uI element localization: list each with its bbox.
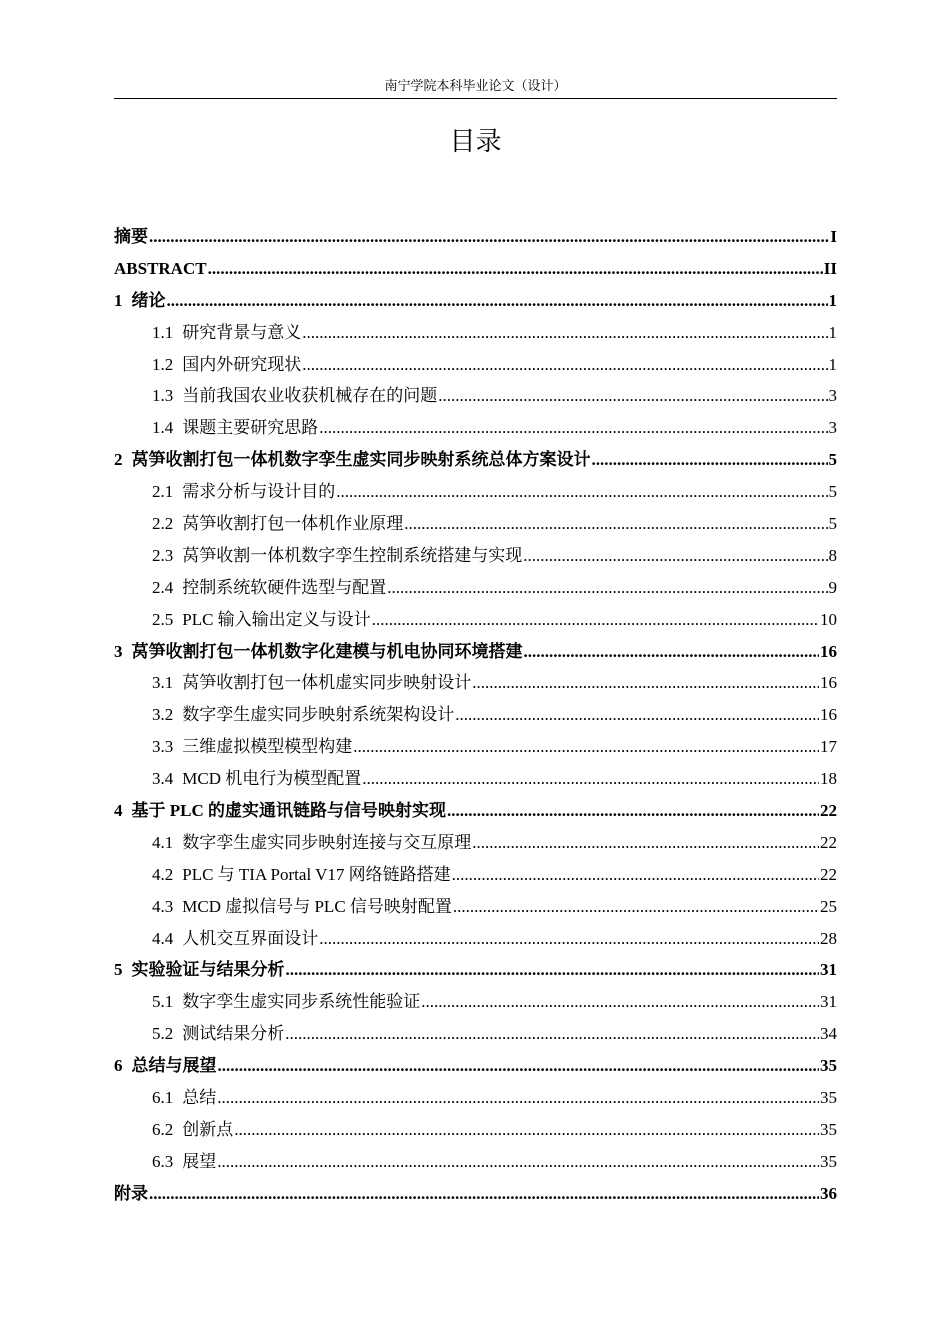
toc-entry-number: 1	[114, 290, 123, 310]
toc-entry-page: 36	[820, 1183, 837, 1203]
toc-entry-number: 2.2	[152, 514, 174, 534]
dot-leader	[302, 317, 827, 349]
toc-entry-page: 22	[820, 801, 837, 821]
toc-entry-label: 总结	[182, 1088, 217, 1108]
toc-entry-page: 8	[828, 545, 837, 565]
toc-entry-title	[152, 923, 318, 955]
toc-entry-page: 5	[828, 450, 837, 470]
toc-entry-title	[114, 1050, 217, 1082]
toc-entry-number: 1.1	[152, 322, 174, 342]
dot-leader	[218, 1050, 820, 1082]
toc-entry-title	[152, 699, 454, 731]
toc-entry-number: 1.2	[152, 354, 174, 374]
dot-leader	[452, 859, 819, 891]
toc-entry-number: 6.2	[152, 1119, 174, 1139]
toc-entry-number: 4.3	[152, 896, 174, 916]
dot-leader	[472, 667, 819, 699]
toc-entry-page: 35	[820, 1056, 837, 1076]
toc-entry[interactable]	[114, 412, 837, 444]
toc-entry[interactable]	[114, 667, 837, 699]
toc-entry[interactable]	[114, 1050, 837, 1082]
toc-entry-title	[152, 827, 471, 859]
toc-entry-page: 22	[820, 864, 837, 884]
dot-leader	[319, 923, 819, 955]
toc-entry[interactable]	[114, 699, 837, 731]
toc-entry-number: 3.3	[152, 737, 174, 757]
toc-entry-page: 1	[828, 354, 837, 374]
toc-entry-title	[152, 1018, 284, 1050]
toc-entry-page: 22	[820, 832, 837, 852]
toc-entry-title	[114, 636, 523, 668]
toc-entry-title	[152, 540, 522, 572]
toc-entry-label: ABSTRACT	[114, 258, 207, 278]
toc-entry[interactable]	[114, 731, 837, 763]
toc-entry-number: 4.2	[152, 864, 174, 884]
toc-entry-label: 摘要	[114, 227, 148, 246]
toc-entry-page: 10	[820, 609, 837, 629]
toc-entry-label: 测试结果分析	[182, 1024, 285, 1044]
toc-entry-title	[114, 444, 591, 476]
dot-leader	[353, 731, 819, 763]
toc-entry-label: 国内外研究现状	[182, 354, 302, 374]
toc-entry[interactable]	[114, 636, 837, 668]
dot-leader	[453, 891, 819, 923]
toc-entry-page: 3	[828, 418, 837, 438]
toc-entry-title	[152, 1082, 216, 1114]
toc-entry-label: 附录	[114, 1183, 148, 1203]
dot-leader	[217, 1146, 819, 1178]
toc-entry-label: 创新点	[182, 1119, 234, 1139]
toc-entry-page: 18	[820, 769, 837, 789]
toc-entry[interactable]	[114, 380, 837, 412]
toc-entry-number: 1.4	[152, 418, 174, 438]
toc-entry-number: 6.3	[152, 1151, 174, 1171]
toc-entry[interactable]	[114, 476, 837, 508]
toc-entry-title	[152, 1146, 216, 1178]
toc-entry-page: 16	[820, 673, 837, 693]
toc-entry-number: 4	[114, 801, 123, 821]
toc-entry-label: 数字孪生虚实同步系统性能验证	[182, 992, 421, 1012]
toc-entry[interactable]	[114, 349, 837, 381]
dot-leader	[217, 1082, 819, 1114]
toc-entry-page: 16	[820, 641, 837, 661]
toc-entry-label: 当前我国农业收获机械存在的问题	[182, 386, 438, 406]
toc-entry[interactable]	[114, 827, 837, 859]
toc-entry-page: 28	[820, 928, 837, 948]
dot-leader	[208, 253, 823, 285]
dot-leader	[286, 954, 820, 986]
toc-entry-label: 莴笋收割打包一体机虚实同步映射设计	[182, 673, 472, 693]
dot-leader	[421, 986, 819, 1018]
toc-entry[interactable]	[114, 1178, 837, 1210]
toc-entry-page: 3	[828, 386, 837, 406]
dot-leader	[523, 540, 827, 572]
toc-entry-page: 35	[820, 1151, 837, 1171]
dot-leader	[447, 795, 819, 827]
toc-entry[interactable]	[114, 221, 837, 253]
toc-entry-label: 数字孪生虚实同步映射系统架构设计	[182, 705, 455, 725]
page-header: 南宁学院本科毕业论文（设计）	[114, 76, 837, 99]
toc-entry-label: 三维虚拟模型模型构建	[182, 737, 353, 757]
toc-entry-page: 16	[820, 705, 837, 725]
toc-entry[interactable]	[114, 604, 837, 636]
dot-leader	[404, 508, 827, 540]
toc-entry-title	[152, 349, 301, 381]
toc-entry-page: II	[823, 258, 837, 278]
toc-entry-label: 莴笋收割打包一体机数字化建模与机电协同环境搭建	[131, 641, 523, 661]
dot-leader	[336, 476, 827, 508]
dot-leader	[438, 380, 827, 412]
toc-entry[interactable]	[114, 572, 837, 604]
toc-entry[interactable]	[114, 859, 837, 891]
dot-leader	[234, 1114, 819, 1146]
toc-entry-title	[152, 859, 451, 891]
toc-entry[interactable]	[114, 1082, 837, 1114]
toc-entry-label: 基于 PLC 的虚实通讯链路与信号映射实现	[131, 801, 446, 821]
toc-entry[interactable]	[114, 986, 837, 1018]
toc-entry-page: 5	[828, 482, 837, 502]
dot-leader	[524, 636, 820, 668]
toc-entry-title	[152, 476, 335, 508]
toc-entry-title	[114, 253, 207, 285]
toc-entry-title	[152, 317, 301, 349]
toc-entry-title	[152, 763, 361, 795]
toc-entry-number: 3	[114, 641, 123, 661]
dot-leader	[455, 699, 819, 731]
toc-entry-label: 绪论	[131, 290, 166, 310]
toc-entry-title	[152, 731, 352, 763]
toc-entry-label: 莴笋收割打包一体机作业原理	[182, 514, 404, 534]
dot-leader	[149, 221, 829, 253]
toc-entry-page: 31	[820, 992, 837, 1012]
toc-entry-label: 莴笋收割一体机数字孪生控制系统搭建与实现	[182, 545, 523, 565]
toc-entry-title	[152, 412, 318, 444]
toc-entry-label: MCD 虚拟信号与 PLC 信号映射配置	[182, 896, 452, 916]
toc-entry[interactable]	[114, 285, 837, 317]
toc-entry-label: 课题主要研究思路	[182, 418, 319, 438]
toc-entry-page: 31	[820, 960, 837, 980]
toc-entry[interactable]	[114, 795, 837, 827]
table-of-contents	[114, 221, 837, 1210]
toc-entry-page: 1	[828, 290, 837, 310]
toc-entry-number: 2	[114, 450, 123, 470]
toc-entry-page: 35	[820, 1088, 837, 1108]
toc-entry[interactable]	[114, 444, 837, 476]
toc-entry-label: 实验验证与结果分析	[131, 960, 285, 980]
toc-entry-number: 4.4	[152, 928, 174, 948]
toc-entry-number: 6	[114, 1056, 123, 1076]
toc-entry-number: 2.1	[152, 482, 174, 502]
dot-leader	[302, 349, 827, 381]
toc-entry-page: 1	[828, 322, 837, 342]
toc-entry-number: 3.2	[152, 705, 174, 725]
toc-entry-number: 1.3	[152, 386, 174, 406]
toc-entry-label: 总结与展望	[131, 1056, 217, 1076]
dot-leader	[285, 1018, 819, 1050]
toc-entry-label: 数字孪生虚实同步映射连接与交互原理	[182, 832, 472, 852]
toc-entry-label: PLC 输入输出定义与设计	[182, 609, 371, 629]
toc-entry[interactable]	[114, 923, 837, 955]
toc-entry-page: 25	[820, 896, 837, 916]
toc-entry[interactable]	[114, 1146, 837, 1178]
toc-entry[interactable]	[114, 954, 837, 986]
toc-entry-page: 35	[820, 1119, 837, 1139]
toc-entry-page: 34	[820, 1024, 837, 1044]
toc-entry-number: 2.5	[152, 609, 174, 629]
toc-entry-title	[114, 795, 446, 827]
toc-entry-label: 展望	[182, 1151, 217, 1171]
toc-entry-label: 控制系统软硬件选型与配置	[182, 577, 387, 597]
toc-entry[interactable]	[114, 891, 837, 923]
toc-entry[interactable]	[114, 540, 837, 572]
toc-entry-number: 5	[114, 960, 123, 980]
dot-leader	[149, 1178, 819, 1210]
toc-entry-label: 莴笋收割打包一体机数字孪生虚实同步映射系统总体方案设计	[131, 450, 591, 470]
page-title: 目录	[449, 127, 502, 157]
toc-entry-number: 5.1	[152, 992, 174, 1012]
toc-entry[interactable]	[114, 763, 837, 795]
toc-entry-title	[152, 667, 471, 699]
toc-entry[interactable]	[114, 1018, 837, 1050]
toc-entry[interactable]	[114, 1114, 837, 1146]
dot-leader	[592, 444, 828, 476]
toc-entry-number: 2.3	[152, 545, 174, 565]
toc-entry-title	[114, 285, 166, 317]
dot-leader	[319, 412, 827, 444]
toc-entry-title	[114, 954, 285, 986]
toc-entry-label: 需求分析与设计目的	[182, 482, 336, 502]
toc-entry-number: 2.4	[152, 577, 174, 597]
toc-entry-label: 研究背景与意义	[182, 322, 302, 342]
toc-entry-number: 6.1	[152, 1088, 174, 1108]
dot-leader	[362, 763, 819, 795]
toc-entry[interactable]	[114, 317, 837, 349]
toc-entry-label: 人机交互界面设计	[182, 928, 319, 948]
toc-entry-title	[152, 1114, 233, 1146]
toc-entry-number: 3.4	[152, 769, 174, 789]
dot-leader	[472, 827, 819, 859]
toc-entry-page: 17	[820, 737, 837, 757]
dot-leader	[372, 604, 819, 636]
dot-leader	[387, 572, 827, 604]
toc-entry-title	[152, 604, 371, 636]
toc-entry-page: 5	[828, 514, 837, 534]
toc-entry-title	[152, 986, 420, 1018]
toc-entry-title	[152, 508, 403, 540]
toc-entry-title	[152, 380, 437, 412]
toc-entry-title	[152, 891, 452, 923]
toc-entry-number: 3.1	[152, 673, 174, 693]
dot-leader	[167, 285, 828, 317]
toc-entry-page: 9	[828, 577, 837, 597]
toc-entry-number: 5.2	[152, 1024, 174, 1044]
toc-entry-label: MCD 机电行为模型配置	[182, 769, 362, 789]
toc-entry-page: I	[830, 227, 837, 246]
toc-entry-title	[114, 221, 148, 253]
toc-entry-label: PLC 与 TIA Portal V17 网络链路搭建	[182, 864, 451, 884]
toc-entry[interactable]	[114, 508, 837, 540]
toc-entry-title	[114, 1178, 148, 1210]
toc-entry[interactable]	[114, 253, 837, 285]
toc-entry-title	[152, 572, 386, 604]
toc-entry-number: 4.1	[152, 832, 174, 852]
